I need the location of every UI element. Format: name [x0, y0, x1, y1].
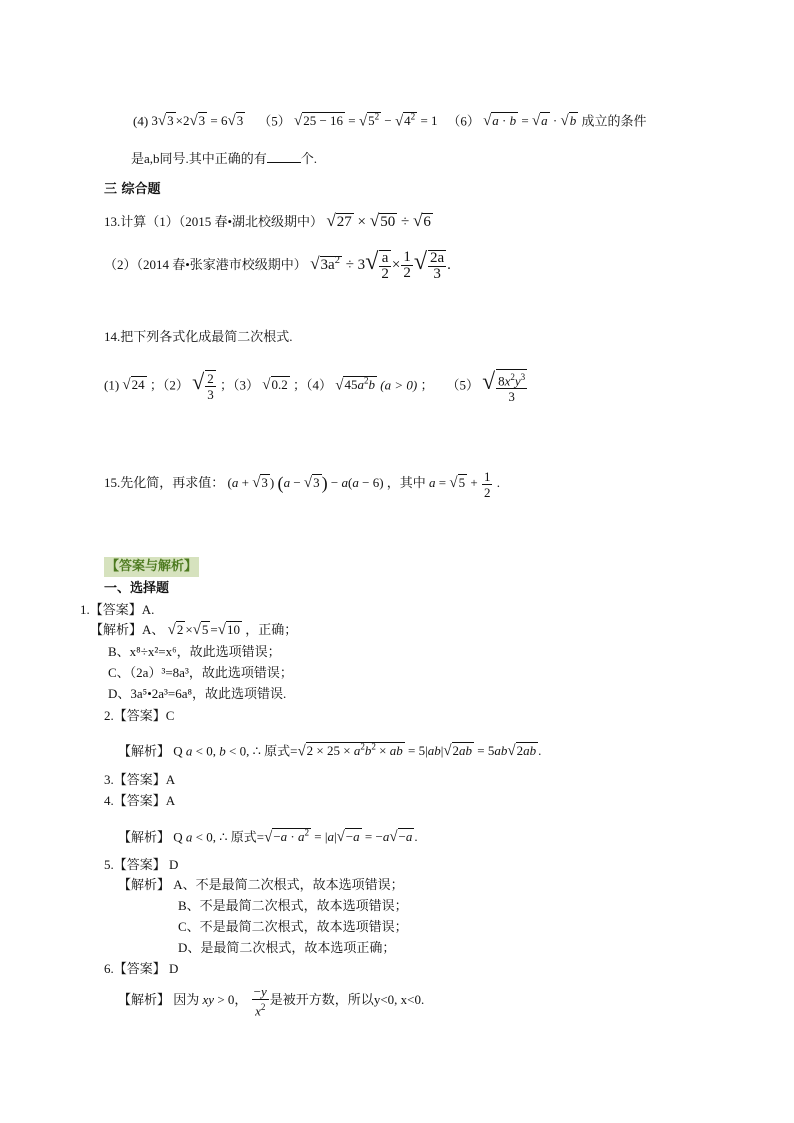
- q13-formula2: $√3a^2 \div 3√$ $\frac{a}{2}$ × $\frac{1}{2}$ √ $\frac{2a}{3}$ .: [310, 249, 451, 282]
- q14-title: 14.把下列各式化成最简二次根式.: [104, 329, 293, 344]
- a6-fraction: $\frac{-y}{x^2}$: [253, 984, 267, 1019]
- q12-item6-label: （6）: [447, 113, 480, 129]
- a1-option-d: D、3a⁵•2a³=6a⁸，故此选项错误.: [108, 686, 287, 701]
- a2-condition: Q a < 0, b < 0, ∴: [173, 743, 261, 759]
- a1-formula: √2 ×√5 =√10: [167, 622, 240, 638]
- q12-item6-suffix: 成立的条件: [581, 113, 647, 129]
- q12-item5-label: （5）: [258, 113, 291, 129]
- q15-mid: ，其中: [386, 475, 426, 490]
- a1-exp-prefix: 【解析】A、: [90, 622, 165, 637]
- q14-item1-label: (1): [104, 377, 120, 393]
- q12-item4-formula: 3√3 ×2√3 = 6√3: [151, 113, 244, 130]
- q13-line1: [104, 212, 433, 231]
- q13-line2-text: （2）（2014 春•张家港市校级期中）: [104, 257, 307, 272]
- a4-formula: $√-a \cdot a^2 = |a|√-a = -a√-a$ .: [264, 828, 418, 846]
- a1-explanation: [90, 621, 297, 639]
- q12-item4-label: (4): [133, 113, 149, 129]
- a2-explanation: [118, 738, 541, 760]
- a4-condition: Q a < 0, ∴: [173, 829, 228, 845]
- q15-value: a = √5 + $\frac{1}{2}$: [429, 468, 491, 500]
- a5-exp-b: B、不是最简二次根式，故本选项错误；: [178, 898, 408, 913]
- q14-item3-label: ；（3）: [220, 377, 260, 393]
- q12-item5-formula: $√25 - 16 = √5^2 - √4^2 = 1$: [293, 112, 441, 130]
- q14-item2-label: ；（2）: [149, 377, 189, 393]
- q12-item6-formula: √a · b = √a · √b: [483, 113, 577, 130]
- q14-item5-formula: √ $\frac{8x^2y^3}{3}$: [482, 369, 526, 404]
- q14-item4-condition: (a > 0): [380, 377, 418, 393]
- q12-items-line: [133, 108, 646, 130]
- a1-answer: 1.【答案】A.: [80, 602, 155, 617]
- q14-items: [104, 364, 528, 404]
- q15-expression: (a + √3 ) (a − √3 ) − a(a − 6): [227, 473, 387, 493]
- a4-exp-mid: 原式=: [230, 829, 265, 845]
- q13-line1-text: 13.计算（1）（2015 春•湖北校级期中）: [104, 214, 324, 229]
- q14-item2-formula: √ $\frac{2}{3}$: [192, 369, 214, 403]
- a2-formula: $√2 \times 25 \times a^2b^2$ × ab = 5|ab|√2ab = 5ab√2ab .: [297, 742, 542, 760]
- q13-line2: [104, 245, 451, 282]
- a5-exp-a: 【解析】 A、不是最简二次根式，故本选项错误；: [118, 877, 404, 892]
- a4-exp-prefix: 【解析】: [118, 829, 171, 845]
- a5-exp-c: C、不是最简二次根式，故本选项错误；: [178, 919, 408, 934]
- a1-exp-suffix: ，正确；: [245, 622, 298, 637]
- section-3-title: 三 综合题: [104, 182, 161, 197]
- a6-exp-end: y<0, x<0.: [373, 992, 425, 1008]
- q12-question-line: [131, 150, 317, 168]
- a5-exp-d: D、是最简二次根式，故本选项正确；: [178, 940, 396, 955]
- a6-condition: xy > 0: [202, 992, 235, 1008]
- a4-explanation: [118, 824, 418, 846]
- q14-item4-formula: $√45a^2b$: [335, 376, 376, 394]
- q12-question-text: 是a,b同号.其中正确的有: [131, 151, 267, 166]
- a2-answer: 2.【答案】C: [104, 708, 175, 723]
- q15-end: .: [496, 475, 500, 490]
- q14-item4-label: ；（4）: [293, 377, 333, 393]
- q14-item5-label: ； （5）: [420, 377, 479, 393]
- a6-answer: 6.【答案】 D: [104, 961, 179, 976]
- q15-line: [104, 468, 500, 500]
- answers-header: 【答案与解析】: [104, 557, 199, 577]
- a6-explanation: 【解析】 因为 xy > 0， $\frac{-y}{x^2}$ 是被开方数，所以y<0, x<0.: [118, 984, 425, 1019]
- a3-answer: 3.【答案】A: [104, 772, 176, 787]
- a1-option-b: B、x⁸÷x²=x⁶，故此选项错误；: [108, 644, 281, 659]
- answers-section1-title: 一、选择题: [104, 581, 170, 596]
- a1-option-c: C、（2a）³=8a³，故此选项错误；: [108, 665, 293, 680]
- a6-exp-mid: 是被开方数，所以: [269, 992, 374, 1008]
- q15-prefix: 15.先化简，再求值：: [104, 475, 225, 490]
- a4-answer: 4.【答案】A: [104, 793, 176, 808]
- a5-answer: 5.【答案】 D: [104, 857, 179, 872]
- q14-item3-formula: √0.2: [262, 377, 288, 394]
- a6-exp-prefix: 【解析】 因为: [118, 992, 200, 1008]
- answer-blank: [267, 152, 301, 163]
- a2-exp-prefix: 【解析】: [118, 743, 171, 759]
- q14-item1-formula: √24: [122, 377, 145, 394]
- a2-exp-mid: 原式=: [264, 743, 298, 759]
- q12-question-end: 个.: [300, 151, 318, 166]
- q13-formula1: √27 × √50 ÷ √6: [326, 211, 431, 230]
